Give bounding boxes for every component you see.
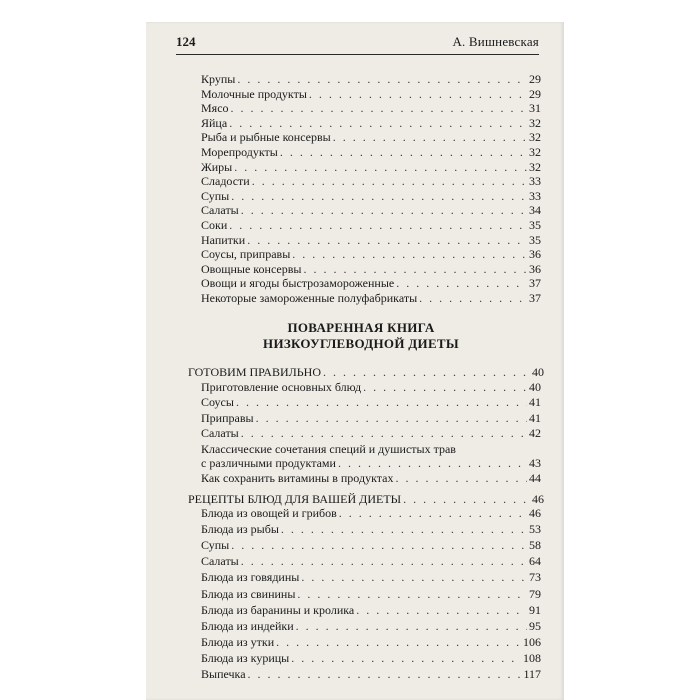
dot-leader <box>356 603 527 617</box>
toc-entry-page: 73 <box>529 570 541 584</box>
toc-entry-page: 29 <box>529 72 541 86</box>
toc-entry-page: 108 <box>523 651 541 665</box>
dot-leader <box>338 456 527 470</box>
toc-entry <box>201 395 541 409</box>
book-page <box>146 22 564 700</box>
dot-leader <box>280 145 527 159</box>
toc-entry-label: Блюда из индейки <box>201 619 294 633</box>
toc-entry-label: Приготовление основных блюд <box>201 380 362 394</box>
toc-entry <box>201 651 541 665</box>
toc-entry <box>201 426 541 440</box>
toc-entry <box>201 276 541 290</box>
toc-entry-page: 91 <box>529 603 541 617</box>
toc-entry-page: 40 <box>532 365 544 379</box>
toc-entry <box>201 506 541 520</box>
toc-entry <box>201 145 541 159</box>
toc-entry-label: Крупы <box>201 72 236 86</box>
toc-entry-page: 117 <box>523 667 541 681</box>
dot-leader <box>363 380 527 394</box>
toc-entry <box>201 570 541 584</box>
toc-entry-page: 106 <box>523 635 541 649</box>
toc-entry-page: 46 <box>529 506 541 520</box>
dot-leader <box>419 291 527 305</box>
toc-entry <box>201 130 541 144</box>
toc-entry-label: Яйца <box>201 116 228 130</box>
toc-entry-label: Рыба и рыбные консервы <box>201 130 331 144</box>
toc-entry-page: 32 <box>529 145 541 159</box>
toc-entry-page: 44 <box>529 471 541 485</box>
dot-leader <box>237 72 527 86</box>
toc-entry-label: Сладости <box>201 174 250 188</box>
dot-leader <box>256 411 527 425</box>
toc-entry-page: 29 <box>529 87 541 101</box>
toc-entry-label: Молочные продукты <box>201 87 307 101</box>
toc-entry-page: 32 <box>529 160 541 174</box>
dot-leader <box>248 667 522 681</box>
toc-entry-page: 79 <box>529 587 541 601</box>
dot-leader <box>395 471 527 485</box>
toc-entry-page: 37 <box>529 276 541 290</box>
toc-entry-label: Соки <box>201 218 228 232</box>
toc-entry-page: 46 <box>532 492 544 506</box>
toc-entry-label: Приправы <box>201 411 254 425</box>
dot-leader <box>231 189 527 203</box>
toc-entry-page: 35 <box>529 233 541 247</box>
toc-entry <box>201 72 541 86</box>
dot-leader <box>323 365 530 379</box>
toc-entry-page: 35 <box>529 218 541 232</box>
toc-entry-page: 33 <box>529 174 541 188</box>
toc-entry <box>201 538 541 552</box>
toc-entry-label-line1: Классические сочетания специй и душистых трав <box>201 442 456 456</box>
dot-leader <box>241 426 527 440</box>
dot-leader <box>231 101 527 115</box>
cookbook-heading-line1: ПОВАРЕННАЯ КНИГА <box>287 320 435 335</box>
dot-leader <box>301 570 527 584</box>
toc-entry-label: Блюда из утки <box>201 635 275 649</box>
toc-entry <box>201 554 541 568</box>
toc-entry <box>201 411 541 425</box>
toc-entry-label: РЕЦЕПТЫ БЛЮД ДЛЯ ВАШЕЙ ДИЕТЫ <box>188 492 402 506</box>
toc-entry-page: 42 <box>529 426 541 440</box>
dot-leader <box>309 87 527 101</box>
toc-entry-page: 36 <box>529 247 541 261</box>
toc-entry <box>201 262 541 276</box>
toc-entry-page: 64 <box>529 554 541 568</box>
toc-entry-label: Соусы, приправы <box>201 247 291 261</box>
toc-entry <box>201 522 541 536</box>
dot-leader <box>291 651 521 665</box>
toc-entry-page: 32 <box>529 130 541 144</box>
toc-entry-label: Мясо <box>201 101 229 115</box>
toc-entry-page: 34 <box>529 203 541 217</box>
toc-entry <box>201 101 541 115</box>
dot-leader <box>241 554 527 568</box>
toc-entry-label: с различными продуктами <box>201 456 336 470</box>
toc-entry <box>201 160 541 174</box>
toc-entry-page: 95 <box>529 619 541 633</box>
dot-leader <box>231 538 527 552</box>
toc-entry <box>201 456 541 470</box>
toc-entry <box>201 233 541 247</box>
toc-entry-label: Овощные консервы <box>201 262 302 276</box>
toc-entry-label: Блюда из баранины и кролика <box>201 603 355 617</box>
toc-entry-label: Салаты <box>201 554 239 568</box>
section-title-row <box>188 492 544 506</box>
toc-entry <box>201 380 541 394</box>
toc-entry <box>201 189 541 203</box>
toc-entry-page: 33 <box>529 189 541 203</box>
dot-leader <box>396 276 527 290</box>
toc-entry <box>201 87 541 101</box>
author-name: А. Вишневская <box>452 34 539 49</box>
toc-entry-label: Жиры <box>201 160 233 174</box>
dot-leader <box>234 160 527 174</box>
toc-entry <box>201 587 541 601</box>
toc-entry-label: Салаты <box>201 426 239 440</box>
toc-entry-label: Блюда из курицы <box>201 651 290 665</box>
dot-leader <box>281 522 527 536</box>
toc-entry-page: 41 <box>529 411 541 425</box>
toc-entry <box>201 218 541 232</box>
toc-entry <box>201 247 541 261</box>
toc-entry-label: Выпечка <box>201 667 246 681</box>
dot-leader <box>276 635 521 649</box>
toc-entry-label: Супы <box>201 189 230 203</box>
toc-entry-label: Овощи и ягоды быстрозамороженные <box>201 276 395 290</box>
toc-entry <box>201 174 541 188</box>
toc-entry <box>201 619 541 633</box>
toc-entry-label: Супы <box>201 538 230 552</box>
toc-entry-page: 58 <box>529 538 541 552</box>
toc-entry <box>201 667 541 681</box>
toc-entry-page: 43 <box>529 456 541 470</box>
dot-leader <box>252 174 527 188</box>
page-header <box>176 32 539 55</box>
dot-leader <box>247 233 527 247</box>
dot-leader <box>296 619 527 633</box>
toc-entry-label: Морепродукты <box>201 145 278 159</box>
toc-entry-label: Блюда из рыбы <box>201 522 279 536</box>
toc-entry-label: Блюда из свинины <box>201 587 296 601</box>
toc-entry-label: ГОТОВИМ ПРАВИЛЬНО <box>188 365 321 379</box>
toc-entry-page: 53 <box>529 522 541 536</box>
dot-leader <box>297 587 527 601</box>
cookbook-heading-line2: НИЗКОУГЛЕВОДНОЙ ДИЕТЫ <box>263 336 459 351</box>
toc-entry <box>201 291 541 305</box>
dot-leader <box>292 247 527 261</box>
page-number: 124 <box>176 34 196 49</box>
toc-entry <box>201 603 541 617</box>
toc-entry-label: Блюда из говядины <box>201 570 300 584</box>
toc-entry-page: 41 <box>529 395 541 409</box>
dot-leader <box>229 116 527 130</box>
toc-entry-label: Некоторые замороженные полуфабрикаты <box>201 291 418 305</box>
toc-entry-label: Салаты <box>201 203 239 217</box>
section-title-row <box>188 365 544 379</box>
dot-leader <box>236 395 527 409</box>
dot-leader <box>229 218 527 232</box>
dot-leader <box>403 492 530 506</box>
dot-leader <box>303 262 527 276</box>
toc-entry <box>201 635 541 649</box>
toc-entry-page: 36 <box>529 262 541 276</box>
toc-entry-page: 32 <box>529 116 541 130</box>
toc-entry-label: Как сохранить витамины в продуктах <box>201 471 394 485</box>
toc-entry <box>201 471 541 485</box>
toc-entry <box>201 203 541 217</box>
toc-entry-page: 40 <box>529 380 541 394</box>
dot-leader <box>333 130 527 144</box>
dot-leader <box>339 506 527 520</box>
dot-leader <box>241 203 527 217</box>
toc-entry-label: Соусы <box>201 395 234 409</box>
toc-entry-label: Напитки <box>201 233 246 247</box>
toc-entry <box>201 116 541 130</box>
toc-entry-page: 37 <box>529 291 541 305</box>
toc-entry-label: Блюда из овощей и грибов <box>201 506 337 520</box>
toc-entry-page: 31 <box>529 101 541 115</box>
